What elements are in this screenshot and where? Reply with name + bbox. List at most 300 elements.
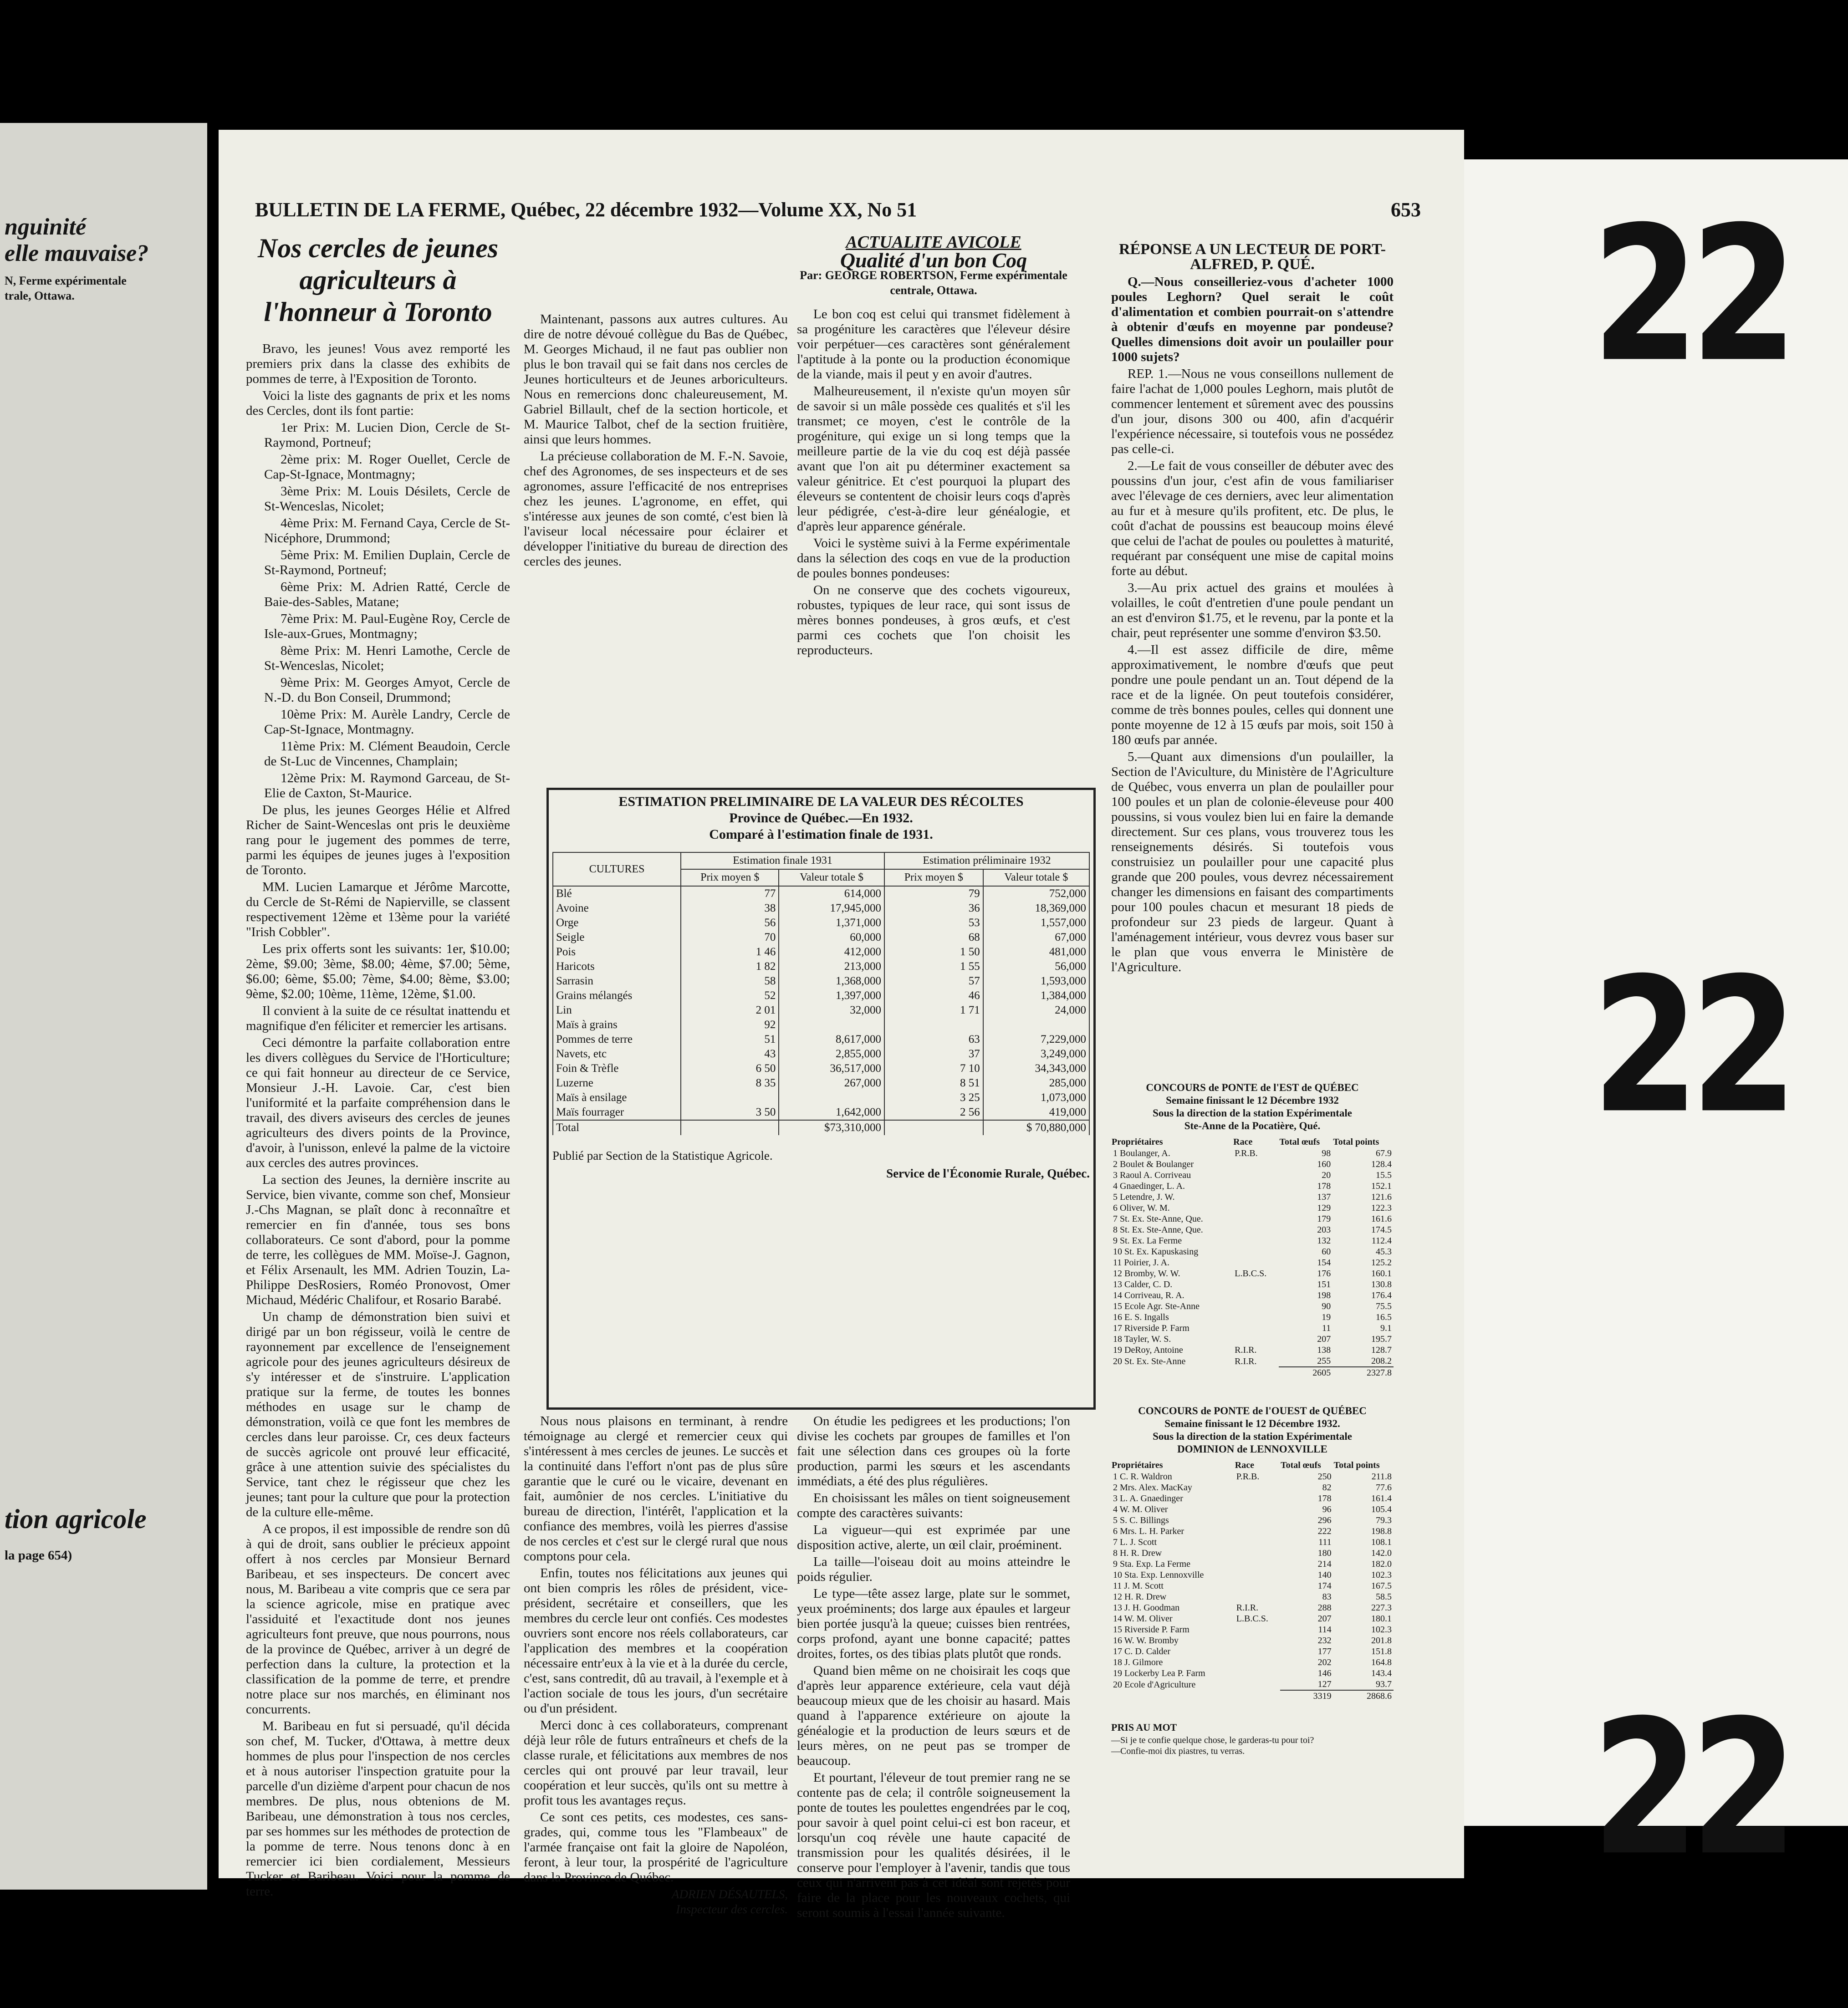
- article2-column: [797, 232, 1070, 660]
- contest-east-sub3: Ste-Anne de la Pocatière, Qué.: [1184, 1120, 1321, 1131]
- article1-paragraph: M. Baribeau en fut si persuadé, qu'il décida son chef, M. Tucker, d'Ottawa, à mettre deux hommes de plus pour l'inspection de nos cercles et à nous autoriser l'inspection gratuite pour la parcelle d'un dizième d'arpent pour chacun de nos membres. De plus, nous obtenions de M. Baribeau, une démonstration à tous nos cercles, par ses hommes sur les méthodes de protection de la pomme de terre. Nous tenons donc à en remercier ici bien cordialement, Messieurs Tucker et Baribeau. Voici pour la pomme de terre.: [246, 1719, 510, 1899]
- contest-east-row: [1111, 1148, 1394, 1159]
- contest-east-cell: 195.7: [1371, 1334, 1392, 1344]
- contest-header: Total œufs: [1279, 1137, 1320, 1147]
- contest-west-cell: 201.8: [1371, 1636, 1392, 1646]
- contest-east-title: CONCOURS de PONTE de l'EST de QUÉBEC: [1146, 1082, 1359, 1093]
- contest-west-cell: [1235, 1493, 1280, 1504]
- crop-cell: Foin & Trèfle: [553, 1061, 681, 1076]
- contest-east-cell: [1233, 1181, 1279, 1192]
- contest-east-row: [1111, 1257, 1394, 1268]
- winner-item: 2ème prix: M. Roger Ouellet, Cercle de Cap-St-Ignace, Montmagny;: [264, 452, 510, 482]
- crop-cell: 57: [884, 974, 983, 989]
- contest-east-cell: 121.6: [1371, 1192, 1392, 1202]
- article1-paragraph: Les prix offerts sont les suivants: 1er, $10.00; 2ème, $9.00; 3ème, $8.00; 4ème, $7.00; 5ème, $6.00; 6ème, $5.00; 7ème, $4.00; 8ème, $3.00; 9ème, $2.00; 10ème, 11ème, 12ème, $1.00.: [246, 942, 510, 1001]
- contest-east-cell: R.I.R.: [1235, 1345, 1257, 1355]
- contest-west-cell: 77.6: [1376, 1483, 1392, 1493]
- contest-west-total-points: 2868.6: [1333, 1690, 1394, 1702]
- left-fragment-byline: N, Ferme expérimentale trale, Ottawa.: [5, 274, 127, 302]
- tab-number: 22: [1592, 938, 1789, 1155]
- contest-east-cell: 15.5: [1376, 1170, 1392, 1180]
- left-fragment-bottom-sub: la page 654): [5, 1548, 72, 1563]
- contest-west-cell: [1235, 1646, 1280, 1657]
- article1-paragraph: Un champ de démonstration bien suivi et dirigé par un bon régisseur, voilà le centre de rayonnement par excellence de l'enseignement agricole pour des jeunes agriculteurs désireux de s'y intéresser et de s'instruire. L'application pratique sur la ferme, de toutes les bonnes méthodes en usage sur le champ de démonstration, voilà ce que font les membres de cercles dans leur paroisse. Cr, ces deux facteurs de succès agricole ont prouvé leur efficacité, grâce à une attention suivie des spécialistes du Service, tant chez le régisseur que chez les jeunes; tant pour la culture que pour la protection de la culture elle-même.: [246, 1310, 510, 1519]
- contest-west-cell: 58.5: [1376, 1592, 1392, 1602]
- contest-west-cell: 180: [1317, 1548, 1332, 1558]
- contest-east-cell: 208.2: [1371, 1356, 1392, 1366]
- contest-west-cell: 105.4: [1371, 1504, 1392, 1514]
- crop-cell: 53: [884, 916, 983, 930]
- contest-west-cell: 16 W. W. Bromby: [1113, 1636, 1179, 1646]
- contest-west-cell: 102.3: [1371, 1570, 1392, 1580]
- contest-west-cell: 96: [1322, 1504, 1332, 1514]
- crop-cell: 34,343,000: [983, 1061, 1089, 1076]
- crop-cell: 1 82: [681, 959, 779, 974]
- crop-row: [553, 886, 1089, 901]
- contest-east-cell: 10 St. Ex. Kapuskasing: [1113, 1247, 1199, 1257]
- crop-cell: 68: [884, 930, 983, 945]
- article2-kicker: ACTUALITE AVICOLE: [846, 233, 1021, 252]
- crop-cell: 17,945,000: [779, 901, 884, 916]
- crop-cell: 1,384,000: [983, 989, 1089, 1003]
- article2-paragraph: On étudie les pedigrees et les productions; l'on divise les cochets par groupes de familles et l'on fait une sélection dans ces groupes où la forte production, parmi les sœurs et les ascendants immédiats, a été des plus régulières.: [797, 1414, 1070, 1488]
- crop-cell: Seigle: [553, 930, 681, 945]
- contest-east-cell: 11 Poirier, J. A.: [1113, 1258, 1170, 1268]
- contest-west-cell: 140: [1317, 1570, 1332, 1580]
- contest-west-cell: [1235, 1591, 1280, 1602]
- contest-east-cell: 137: [1317, 1192, 1331, 1202]
- crop-cell: 1,368,000: [779, 974, 884, 989]
- signature-name: ADRIEN DÉSAUTELS,: [672, 1887, 788, 1901]
- contest-west-cell: 7 L. J. Scott: [1113, 1537, 1157, 1547]
- contest-east-cell: [1233, 1235, 1279, 1246]
- contest-east-cell: 2 Boulet & Boulanger: [1113, 1159, 1194, 1169]
- header-cultures: CULTURES: [553, 852, 681, 886]
- article2-paragraph: Le type—tête assez large, plate sur le sommet, yeux proéminents; dos large aux épaules et largeur bien portée jusqu'à la queue; cuisses bien rentrées, corps profond, ayant une bonne capacité; pattes droites, fortes, os des tibias plats plutôt que ronds.: [797, 1586, 1070, 1661]
- contest-east-cell: 45.3: [1376, 1247, 1392, 1257]
- article2-paragraph: Voici le système suivi à la Ferme expérimentale dans la sélection des coqs en vue de la production de poules bonnes pondeuses:: [797, 536, 1070, 581]
- contest-east-row: [1111, 1301, 1394, 1312]
- contest-east-row: [1111, 1334, 1394, 1345]
- crop-cell: 24,000: [983, 1003, 1089, 1018]
- article2-paragraph: Et pourtant, l'éleveur de tout premier rang ne se contente pas de cela; il contrôle soigneusement la ponte de toutes les poulettes engendrées par le coq, pour savoir à quel point celui-ci est bon raceur, et lorsqu'un coq révèle une haute capacité de transmission pour les qualités désirées, il le conserve pour l'employer à l'avenir, tandis que tous ceux qui n'arrivent pas à cet idéal sont rejetés pour faire de la place pour les nouveaux cochets, qui seront soumis à l'essai l'année suivante.: [797, 1770, 1070, 1920]
- crop-cell: 2 01: [681, 1003, 779, 1018]
- crop-table-subtitle2: Comparé à l'estimation finale de 1931.: [709, 827, 933, 842]
- contest-east-cell: 1 Boulanger, A.: [1113, 1148, 1170, 1158]
- contest-west-cell: 214: [1317, 1559, 1332, 1569]
- contest-west-cell: 102.3: [1371, 1625, 1392, 1635]
- crop-row: [553, 1105, 1089, 1120]
- contest-west-cell: 180.1: [1371, 1614, 1392, 1624]
- crop-row: [553, 916, 1089, 930]
- contest-east-cell: 125.2: [1371, 1258, 1392, 1268]
- crop-cell: 2 56: [884, 1105, 983, 1120]
- crop-total-cell: $ 70,880,000: [983, 1120, 1089, 1135]
- crop-row: [553, 974, 1089, 989]
- contest-west-cell: 18 J. Gilmore: [1113, 1657, 1163, 1667]
- contest-east-cell: 130.8: [1371, 1279, 1392, 1289]
- crop-cell: 7 10: [884, 1061, 983, 1076]
- crop-cell: 43: [681, 1047, 779, 1061]
- left-fragment-bottom-title: tion agricole: [5, 1504, 147, 1534]
- crop-table-footer1: Publié par Section de la Statistique Agricole.: [552, 1149, 773, 1162]
- tab-number: 22: [1592, 1680, 1789, 1897]
- contest-west-cell: [1235, 1515, 1280, 1526]
- contest-east-cell: 179: [1317, 1214, 1331, 1224]
- contest-east-cell: 19: [1322, 1312, 1331, 1322]
- crop-cell: 1 50: [884, 945, 983, 959]
- contest-east-cell: 98: [1322, 1148, 1331, 1158]
- contest-west-cell: 211.8: [1371, 1472, 1392, 1482]
- crop-cell: 3 50: [681, 1105, 779, 1120]
- article1-column-2-lower: [524, 1414, 788, 1917]
- crop-table: [552, 852, 1090, 1135]
- contest-east-cell: 16 E. S. Ingalls: [1113, 1312, 1169, 1322]
- contest-east-cell: 178: [1317, 1181, 1331, 1191]
- crop-cell: Pois: [553, 945, 681, 959]
- crop-cell: 3,249,000: [983, 1047, 1089, 1061]
- contest-west-cell: [1235, 1537, 1280, 1548]
- contest-east-sub1: Semaine finissant le 12 Décembre 1932: [1166, 1095, 1339, 1106]
- contest-west-cell: L.B.C.S.: [1236, 1614, 1268, 1624]
- contest-west-cell: P.R.B.: [1236, 1472, 1260, 1482]
- contest-west-row: [1111, 1548, 1394, 1559]
- contest-east-row: [1111, 1290, 1394, 1301]
- contest-east-row: [1111, 1279, 1394, 1290]
- contest-header: Propriétaires: [1112, 1460, 1163, 1470]
- contest-east-cell: 160: [1317, 1159, 1331, 1169]
- contest-west-cell: [1235, 1580, 1280, 1591]
- contest-east-cell: 4 Gnaedinger, L. A.: [1113, 1181, 1185, 1191]
- crop-cell: 32,000: [779, 1003, 884, 1018]
- contest-east-row: [1111, 1159, 1394, 1170]
- crop-row: [553, 1061, 1089, 1076]
- page-number: 653: [1391, 199, 1421, 221]
- contest-west-cell: 143.4: [1371, 1668, 1392, 1678]
- contest-east-cell: 13 Calder, C. D.: [1113, 1279, 1173, 1289]
- contest-west-cell: 19 Lockerby Lea P. Farm: [1113, 1668, 1205, 1678]
- contest-west-row: [1111, 1570, 1394, 1580]
- winner-item: 6ème Prix: M. Adrien Ratté, Cercle de Baie-des-Sables, Matane;: [264, 580, 510, 609]
- contest-west-row: [1111, 1657, 1394, 1668]
- contest-east-cell: 17 Riverside P. Farm: [1113, 1323, 1189, 1333]
- signature-title: Inspecteur des cercles.: [676, 1902, 788, 1916]
- crop-cell: 1,593,000: [983, 974, 1089, 989]
- contest-east-cell: 12 Bromby, W. W.: [1113, 1269, 1180, 1279]
- contest-west-cell: [1235, 1548, 1280, 1559]
- crop-cell: 37: [884, 1047, 983, 1061]
- contest-east-cell: 203: [1317, 1225, 1331, 1235]
- pris-au-mot-line: —Si je te confie quelque chose, le garderas-tu pour toi?: [1111, 1735, 1314, 1745]
- contest-east-cell: [1233, 1257, 1279, 1268]
- reply-title: RÉPONSE A UN LECTEUR DE PORT-ALFRED, P. QUÉ.: [1118, 241, 1386, 273]
- contest-west-cell: 167.5: [1371, 1581, 1392, 1591]
- crop-cell: 51: [681, 1032, 779, 1047]
- contest-east-cell: [1233, 1323, 1279, 1334]
- crop-cell: 1,557,000: [983, 916, 1089, 930]
- contest-west-row: [1111, 1613, 1394, 1624]
- header-group-1932: Estimation préliminaire 1932: [884, 852, 1089, 869]
- contest-east-total-eggs: 2605: [1279, 1367, 1332, 1378]
- header-value: Valeur totale $: [983, 869, 1089, 886]
- contest-west-sub1: Semaine finissant le 12 Décembre 1932.: [1164, 1418, 1340, 1429]
- contest-west-cell: 83: [1322, 1592, 1332, 1602]
- contest-west-cell: [1235, 1624, 1280, 1635]
- contest-west-cell: 182.0: [1371, 1559, 1392, 1569]
- article1-column-1: [246, 232, 510, 1901]
- contest-west-cell: 127: [1317, 1679, 1332, 1689]
- contest-east-cell: 152.1: [1371, 1181, 1392, 1191]
- contest-east-cell: 15 Ecole Agr. Ste-Anne: [1113, 1301, 1200, 1311]
- crop-cell: 36: [884, 901, 983, 916]
- header-value: Valeur totale $: [779, 869, 884, 886]
- contest-east-cell: 128.4: [1371, 1159, 1392, 1169]
- crop-cell: 67,000: [983, 930, 1089, 945]
- crop-table-footer2: Service de l'Économie Rurale, Québec.: [886, 1167, 1090, 1180]
- crop-cell: 8,617,000: [779, 1032, 884, 1047]
- contest-west-cell: 178: [1317, 1493, 1332, 1503]
- article2-paragraph: Quand bien même on ne choisirait les coqs que d'après leur apparence extérieure, cela vaut déjà beaucoup mieux que de les choisir au hasard. Mais quand à l'apparence extérieure on ajoute la généalogie et la production de leurs sœurs et de leurs mères, on ne peut pas se tromper de beaucoup.: [797, 1663, 1070, 1768]
- header-price: Prix moyen $: [884, 869, 983, 886]
- contest-east-cell: 6 Oliver, W. M.: [1113, 1203, 1170, 1213]
- contest-east-cell: [1233, 1224, 1279, 1235]
- crop-row: [553, 1003, 1089, 1018]
- contest-east-row: [1111, 1192, 1394, 1203]
- crop-cell: 92: [681, 1018, 779, 1032]
- contest-east: [1111, 1081, 1394, 1378]
- winner-item: 8ème Prix: M. Henri Lamothe, Cercle de St-Wenceslas, Nicolet;: [264, 643, 510, 673]
- contest-east-row: [1111, 1323, 1394, 1334]
- left-page-fragment: [0, 123, 207, 1890]
- article2-paragraph: On ne conserve que des cochets vigoureux, robustes, typiques de leur race, qui sont issus de mères bonnes pondeuses, à gros œufs, et c'est parmi ces cochets que l'on choisit les reproducteurs.: [797, 583, 1070, 657]
- article1-paragraph: Ce sont ces petits, ces modestes, ces sans-grades, qui, comme tous les "Flambeaux" de l'armée française ont fait la gloire de Napoléon, feront, à leur tour, la prospérité de l'agriculture dans la Province de Québec.: [524, 1810, 788, 1885]
- contest-east-cell: 198: [1317, 1290, 1331, 1300]
- crop-cell: Grains mélangés: [553, 989, 681, 1003]
- header-price: Prix moyen $: [681, 869, 779, 886]
- newspaper-page: [219, 130, 1464, 1920]
- contest-west-cell: 174: [1317, 1581, 1332, 1591]
- crop-cell: Haricots: [553, 959, 681, 974]
- contest-west-cell: 161.4: [1371, 1493, 1392, 1503]
- contest-west-cell: 2 Mrs. Alex. MacKay: [1113, 1483, 1192, 1493]
- contest-east-cell: [1233, 1159, 1279, 1170]
- contest-east-cell: 128.7: [1371, 1345, 1392, 1355]
- contest-east-cell: 129: [1317, 1203, 1331, 1213]
- article2-paragraph: La vigueur—qui est exprimée par une disposition active, alerte, un œil clair, proéminent.: [797, 1523, 1070, 1552]
- crop-table-title: ESTIMATION PRELIMINAIRE DE LA VALEUR DES RÉCOLTES: [618, 794, 1024, 809]
- crop-row: [553, 945, 1089, 959]
- crop-cell: Maïs à ensilage: [553, 1091, 681, 1105]
- contest-west-row: [1111, 1602, 1394, 1613]
- crop-cell: 481,000: [983, 945, 1089, 959]
- contest-east-cell: 90: [1322, 1301, 1331, 1311]
- article2-column-lower: [797, 1414, 1070, 1922]
- tab-number: 22: [1592, 187, 1789, 403]
- crop-cell: [884, 1018, 983, 1032]
- contest-east-cell: 207: [1317, 1334, 1331, 1344]
- contest-west-cell: 1 C. R. Waldron: [1113, 1472, 1172, 1482]
- contest-east-cell: R.I.R.: [1235, 1356, 1257, 1366]
- contest-east-row: [1111, 1203, 1394, 1213]
- contest-west-cell: 15 Riverside P. Farm: [1113, 1625, 1189, 1635]
- crop-cell: 1 55: [884, 959, 983, 974]
- crop-total-cell: [681, 1120, 779, 1135]
- contest-east-cell: 14 Corriveau, R. A.: [1113, 1290, 1184, 1300]
- contest-west-cell: 198.8: [1371, 1526, 1392, 1536]
- crop-row: [553, 930, 1089, 945]
- winner-item: 10ème Prix: M. Aurèle Landry, Cercle de Cap-St-Ignace, Montmagny.: [264, 707, 510, 737]
- contest-west-cell: 164.8: [1371, 1657, 1392, 1667]
- contest-west-sub2: Sous la direction de la station Expérimentale: [1153, 1431, 1352, 1442]
- crop-total-cell: [884, 1120, 983, 1135]
- contest-west-cell: 10 Sta. Exp. Lennoxville: [1113, 1570, 1204, 1580]
- crop-total-cell: Total: [553, 1120, 681, 1135]
- contest-east-cell: [1233, 1246, 1279, 1257]
- contest-west-cell: 5 S. C. Billings: [1113, 1515, 1169, 1525]
- article2-paragraph: Le bon coq est celui qui transmet fidèlement à sa progéniture les caractères que l'éleveur désire voir perpétuer—ces caractères sont généralement l'aptitude à la ponte ou la production économique de la viande, mais il peut y en avoir d'autres.: [797, 307, 1070, 382]
- contest-west-cell: [1235, 1635, 1280, 1646]
- crop-cell: [779, 1018, 884, 1032]
- winner-item: 1er Prix: M. Lucien Dion, Cercle de St-Raymond, Portneuf;: [264, 420, 510, 450]
- contest-west-cell: 108.1: [1371, 1537, 1392, 1547]
- contest-west-cell: 11 J. M. Scott: [1113, 1581, 1164, 1591]
- crop-cell: 285,000: [983, 1076, 1089, 1091]
- crop-cell: 213,000: [779, 959, 884, 974]
- reply-answer: 2.—Le fait de vous conseiller de débuter avec des poussins d'un jour, c'est afin de vous familiariser avec l'élevage de ces derniers, avec leur alimentation au fur et à mesure qu'ils profitent, etc. De plus, le coût d'achat de poussins est beaucoup moins élevé que celui de l'achat de poules ou poulettes à maturité, requérant par conséquent une mise de capital moins forte au début.: [1111, 459, 1394, 578]
- contest-east-row: [1111, 1181, 1394, 1192]
- article1-paragraph: Maintenant, passons aux autres cultures. Au dire de notre dévoué collègue du Bas de Québec, M. Georges Michaud, il ne faut pas oublier non plus le bon travail qui se fait dans nos cercles de Jeunes horticulteurs et de Jeunes arboriculteurs. Nous en remercions donc chaleureusement, M. Gabriel Billault, chef de la section horticole, et M. Maurice Talbot, chef de la section fruitière, ainsi que leurs hommes.: [524, 312, 788, 447]
- contest-east-cell: [1233, 1290, 1279, 1301]
- left-fragment-title: nguinité elle mauvaise?: [5, 214, 149, 266]
- contest-east-cell: 75.5: [1376, 1301, 1392, 1311]
- contest-west-row: [1111, 1515, 1394, 1526]
- contest-west-cell: 3 L. A. Gnaedinger: [1113, 1493, 1183, 1503]
- crop-cell: 267,000: [779, 1076, 884, 1091]
- contest-east-row: [1111, 1170, 1394, 1181]
- crop-cell: 7,229,000: [983, 1032, 1089, 1047]
- crop-cell: 1,642,000: [779, 1105, 884, 1120]
- crop-cell: 6 50: [681, 1061, 779, 1076]
- contest-west-cell: 14 W. M. Oliver: [1113, 1614, 1173, 1624]
- contest-west-cell: 142.0: [1371, 1548, 1392, 1558]
- article1-title: Nos cercles de jeunes agriculteurs à l'honneur à Toronto: [257, 233, 499, 327]
- contest-west-cell: 114: [1318, 1625, 1332, 1635]
- crop-cell: [681, 1091, 779, 1105]
- contest-east-cell: 16.5: [1376, 1312, 1392, 1322]
- contest-east-cell: 161.6: [1371, 1214, 1392, 1224]
- reply-answer: 3.—Au prix actuel des grains et moulées à volailles, le coût d'entretien d'une poule pendant un an est d'environ $1.75, et le revenu, par la ponte et la chair, peut représenter une somme d'environ $3.50.: [1111, 581, 1394, 640]
- article1-paragraph: Il convient à la suite de ce résultat inattendu et magnifique d'en féliciter et remercier les artisans.: [246, 1004, 510, 1033]
- contest-east-sub2: Sous la direction de la station Expérimentale: [1153, 1107, 1352, 1119]
- contest-east-cell: 19 DeRoy, Antoine: [1113, 1345, 1183, 1355]
- contest-east-cell: [1233, 1301, 1279, 1312]
- crop-row: [553, 901, 1089, 916]
- contest-east-cell: 160.1: [1371, 1269, 1392, 1279]
- contest-east-row: [1111, 1312, 1394, 1323]
- contest-east-cell: 18 Tayler, W. S.: [1113, 1334, 1171, 1344]
- contest-west-cell: [1235, 1482, 1280, 1493]
- reply-answer: 5.—Quant aux dimensions d'un poulailler, la Section de l'Aviculture, du Ministère de l'Agriculture de Québec, vous enverra un plan de poulailler pour 100 poules et un plan de colonie-éleveuse pour 400 poussins, si vous voulez bien lui en faire la demande directement. Sur ces plans, vous trouverez tous les renseignements désirés. Si toutefois vous construisiez un poulailler pour une capacité plus grande que 200 poules, vous devrez nécessairement changer les dimensions en faisant des compartiments pour 100 poules chacun et mesurant 18 pieds de profondeur sur 23 pieds de largeur. Quant à l'aménagement intérieur, vous devrez vous baser sur le plan que vous enverra le Ministère de l'Agriculture.: [1111, 749, 1394, 974]
- contest-west-cell: 8 H. R. Drew: [1113, 1548, 1162, 1558]
- contest-west-row: [1111, 1493, 1394, 1504]
- contest-west-cell: R.I.R.: [1236, 1603, 1259, 1613]
- contest-west-cell: 20 Ecole d'Agriculture: [1113, 1679, 1196, 1690]
- contest-west-cell: 17 C. D. Calder: [1113, 1646, 1171, 1656]
- contest-east-cell: 174.5: [1371, 1225, 1392, 1235]
- crop-cell: Maïs fourrager: [553, 1105, 681, 1120]
- contest-west-sub3: DOMINION de LENNOXVILLE: [1177, 1443, 1327, 1455]
- crop-cell: 38: [681, 901, 779, 916]
- crop-cell: 2,855,000: [779, 1047, 884, 1061]
- crop-cell: Lin: [553, 1003, 681, 1018]
- crop-row: [553, 1018, 1089, 1032]
- article2-paragraph: Malheureusement, il n'existe qu'un moyen sûr de savoir si un mâle possède ces qualités et s'il les transmet; ce moyen, c'est le contrôle de la progéniture, qui exige un si long temps que la meilleure partie de la vie du coq est déjà passée avant que l'on ait pu déterminer exactement sa valeur génitrice. Et c'est pourquoi la plupart des éleveurs se contentent de choisir leurs coqs d'après leur pédigrée, c'est-à-dire leur généalogie, et d'après leur apparence générale.: [797, 384, 1070, 534]
- reply-question: Q.—Nous conseilleriez-vous d'acheter 1000 poules Leghorn? Quel serait le coût d'alimentation et combien pourrait-on s'attendre à obtenir d'œufs en moyenne par pondeuse? Quelles dimensions doit avoir un poulailler pour 1000 sujets?: [1111, 275, 1394, 364]
- crop-cell: Navets, etc: [553, 1047, 681, 1061]
- contest-header: Total points: [1333, 1137, 1379, 1147]
- contest-west-row: [1111, 1526, 1394, 1537]
- contest-east-total-points: 2327.8: [1332, 1367, 1394, 1378]
- crop-total-cell: $73,310,000: [779, 1120, 884, 1135]
- crop-cell: 60,000: [779, 930, 884, 945]
- contest-east-cell: P.R.B.: [1235, 1148, 1258, 1158]
- contest-west-row: [1111, 1679, 1394, 1690]
- contest-west-row: [1111, 1646, 1394, 1657]
- contest-west-cell: [1235, 1657, 1280, 1668]
- masthead: [255, 198, 1421, 221]
- crop-cell: Blé: [553, 886, 681, 901]
- masthead-text: BULLETIN DE LA FERME, Québec, 22 décembre 1932—Volume XX, No 51: [255, 199, 917, 221]
- header-group-1931: Estimation finale 1931: [681, 852, 884, 869]
- contest-east-cell: 132: [1317, 1236, 1331, 1246]
- contest-west-row: [1111, 1537, 1394, 1548]
- crop-total-row: [553, 1120, 1089, 1135]
- contest-west-row: [1111, 1482, 1394, 1493]
- crop-cell: 63: [884, 1032, 983, 1047]
- crop-cell: 56,000: [983, 959, 1089, 974]
- contest-east-cell: 67.9: [1376, 1148, 1392, 1158]
- contest-east-row: [1111, 1213, 1394, 1224]
- contest-west-cell: 177: [1317, 1646, 1332, 1656]
- contest-east-cell: 20 St. Ex. Ste-Anne: [1113, 1356, 1186, 1366]
- contest-header: Total points: [1333, 1460, 1380, 1470]
- contest-west-cell: 82: [1322, 1483, 1332, 1493]
- contest-west-cell: 207: [1317, 1614, 1332, 1624]
- crop-row: [553, 1076, 1089, 1091]
- contest-west-cell: 222: [1317, 1526, 1332, 1536]
- contest-east-cell: 11: [1322, 1323, 1331, 1333]
- contest-west-row: [1111, 1591, 1394, 1602]
- crop-table-subtitle: Province de Québec.—En 1932.: [729, 810, 913, 826]
- contest-west-table: [1111, 1459, 1394, 1702]
- reply-answer: REP. 1.—Nous ne vous conseillons nullement de faire l'achat de 1,000 poules Leghorn, mais plutôt de commencer lentement et sûrement avec des poussins d'un jour, disons 300 ou 400, afin d'acquérir l'expérience nécessaire, si toutefois vous ne possédez pas celle-ci.: [1111, 367, 1394, 456]
- article2-paragraph: En choisissant les mâles on tient soigneusement compte des caractères suivants:: [797, 1491, 1070, 1520]
- contest-east-cell: 3 Raoul A. Corriveau: [1113, 1170, 1191, 1180]
- crop-cell: Sarrasin: [553, 974, 681, 989]
- contest-east-table: [1111, 1136, 1394, 1378]
- contest-east-cell: [1233, 1213, 1279, 1224]
- contest-west-cell: 250: [1317, 1472, 1332, 1482]
- contest-east-cell: [1233, 1312, 1279, 1323]
- index-tab-strip: [1464, 159, 1848, 1897]
- crop-row: [553, 959, 1089, 974]
- contest-east-cell: [1233, 1203, 1279, 1213]
- contest-west: [1111, 1405, 1394, 1757]
- contest-west-row: [1111, 1635, 1394, 1646]
- contest-east-cell: 122.3: [1371, 1203, 1392, 1213]
- contest-west-row: [1111, 1504, 1394, 1515]
- contest-header: Race: [1235, 1460, 1254, 1470]
